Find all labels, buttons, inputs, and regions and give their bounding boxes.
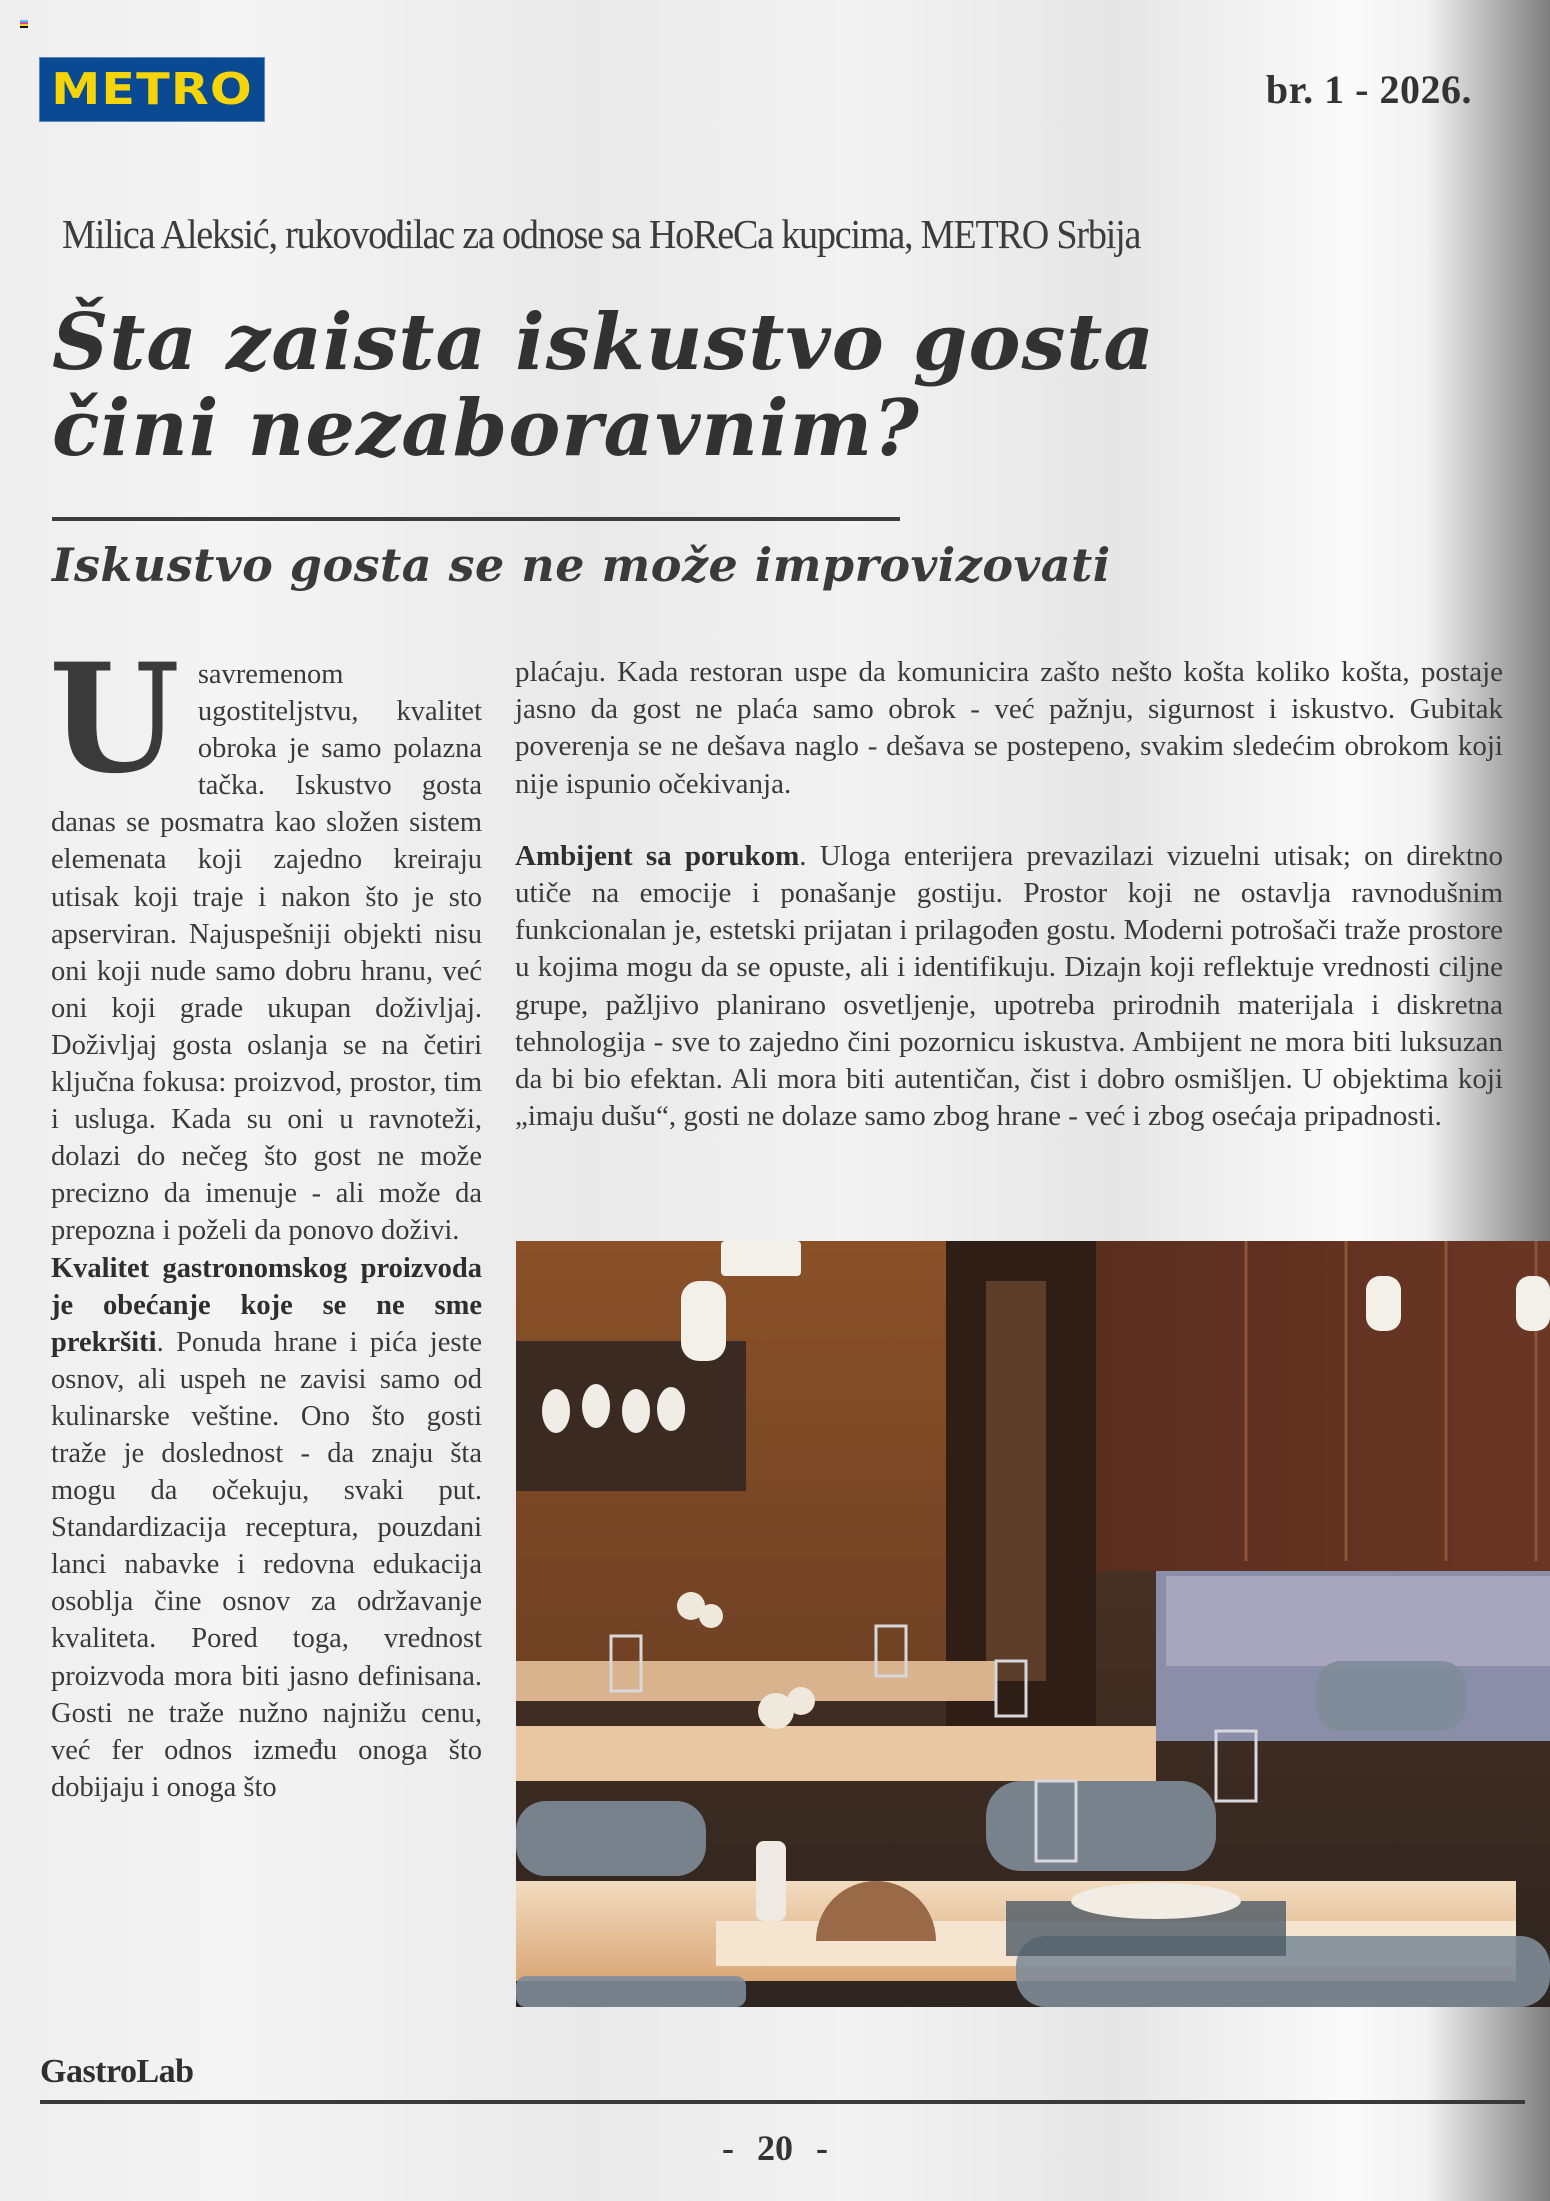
- article-subtitle: Iskustvo gosta se ne može improvizovati: [52, 538, 1111, 592]
- text-column-right: [515, 654, 1503, 1135]
- issue-number: br. 1 - 2026.: [1265, 67, 1472, 112]
- logo-text: METRO: [51, 63, 253, 115]
- restaurant-photo-illustration: [516, 1241, 1550, 2007]
- footer-brand: GastroLab: [40, 2053, 194, 2090]
- ambience-paragraph: [515, 838, 1503, 1136]
- metro-logo: [39, 57, 265, 122]
- page-number: - 20 -: [722, 2128, 828, 2168]
- article-title: [52, 297, 1252, 474]
- title-line-1: Šta zaista iskustvo gosta: [52, 297, 1155, 388]
- drop-cap: U: [49, 631, 180, 807]
- section-heading-product-quality: Kvalitet gastronomskog proizvoda je obećanje koje se ne sme prekršiti: [51, 1252, 482, 1358]
- print-color-marks: [20, 20, 28, 28]
- text-column-left: [49, 631, 482, 1806]
- author-line: Milica Aleksić, rukovodilac za odnose sa HoReCa kupcima, METRO Srbija: [62, 211, 1141, 257]
- restaurant-interior-photo: [516, 1241, 1550, 2007]
- continuation-paragraph: plaćaju. Kada restoran uspe da komunicira zašto nešto košta koliko košta, postaje jasno da gost ne plaća samo obrok - već pažnju, sigurnost i iskustvo. Gubitak poverenja se ne dešava naglo - dešava se postepeno, svakim sledećim obrokom koji nije ispunio očekivanja.: [515, 656, 1503, 800]
- footer-divider: [40, 2100, 1525, 2104]
- intro-paragraph: savremenom ugostiteljstvu, kvalitet obroka je samo polazna tačka. Iskustvo gosta danas se posmatra kao složen sistem elemenata koji zajedno kreiraju utisak koji traje i nakon što je sto apserviran. Najuspešniji objekti nisu oni koji nude samo dobru hranu, već oni koji grade ukupan doživljaj. Doživljaj gosta oslanja se na četiri ključna fokusa: proizvod, prostor, tim i usluga. Kada su oni u ravnoteži, dolazi do nečeg što gost ne može precizno da imenuje - ali može da prepozna i poželi da ponovo doživi.: [51, 659, 482, 1247]
- section-heading-ambience: Ambijent sa porukom: [515, 839, 800, 872]
- title-line-2: čini nezaboravnim?: [52, 383, 920, 474]
- ambience-text: . Uloga enterijera prevazilazi vizuelni utisak; on direktno utiče na emocije i ponašanje gostiju. Prostor koji ne ostavlja ravnodušnim funkcionalan je, estetski prijatan i prilagođen gostu. Moderni potrošači traže prostore u kojima mogu da se opuste, ali i identifikuju. Dizajn koji reflektuje vrednosti ciljne grupe, pažljivo planirano osvetljenje, upotreba prirodnih materijala i diskretna tehnologija - sve to zajedno čini pozornicu iskustva. Ambijent ne mora biti luksuzan da bi bio efektan. Ali mora biti autentičan, čist i dobro osmišljen. U objektima koji „imaju dušu“, gosti ne dolaze samo zbog hrane - već i zbog osećaja pripadnosti.: [515, 839, 1503, 1133]
- product-quality-paragraph: . Ponuda hrane i pića jeste osnov, ali uspeh ne zavisi samo od kulinarske veštine. Ono što gosti traže je doslednost - da znaju šta mogu da očekuju, svaki put. Standardizacija receptura, pouzdani lanci nabavke i redovna edukacija osoblja čine osnov za održavanje kvaliteta. Pored toga, vrednost proizvoda mora biti jasno definisana. Gosti ne traže nužno najnižu cenu, već fer odnos između onoga što dobijaju i onoga što: [51, 1326, 482, 1803]
- title-divider: [52, 517, 900, 521]
